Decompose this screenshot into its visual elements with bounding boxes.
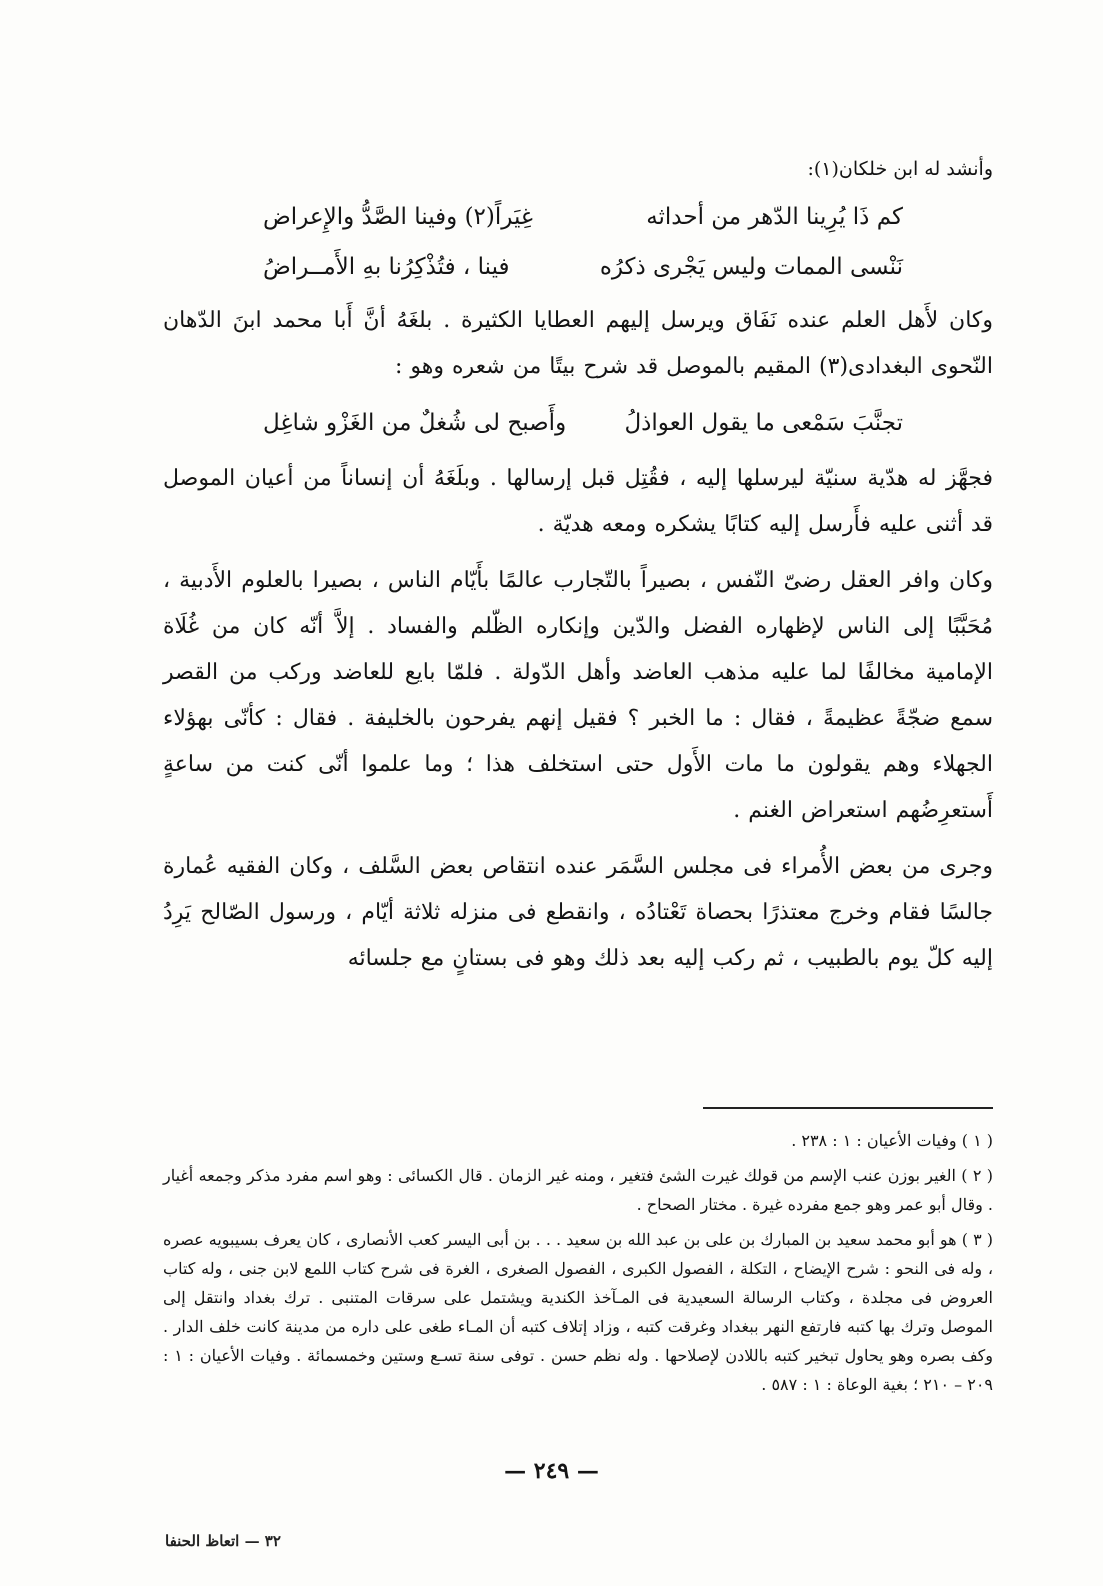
intro-line: وأنشد له ابن خلكان(١): <box>807 158 993 180</box>
main-text <box>163 150 993 992</box>
hemistich-right: تجنَّبَ سَمْعى ما يقول العواذلُ <box>624 410 903 436</box>
page-number: — ٢٤٩ — <box>504 1458 599 1484</box>
footnote-1: ( ١ ) وفيات الأعيان : ١ : ٢٣٨ . <box>791 1131 993 1150</box>
footnote-2: ( ٢ ) الغير بوزن عنب الإسم من قولك غيرت الشئ فتغير ، ومنه غير الزمان . قال الكسائى : وهو اسم مفرد مذكر وجمعه أغيار . وقال أبو عمر وهو جمع مفرده غيرة . مختار الصحاح . <box>163 1166 994 1214</box>
footnote-3: ( ٣ ) هو أبو محمد سعيد بن المبارك بن على بن عبد الله بن سعيد . . . بن أبى اليسر كعب الأنصارى ، كان يعرف بسيبويه عصره ، وله فى النحو : شرح الإيضاح ، التكلة ، الفصول الكبرى ، الفصول الصغرى ، الغرة فى شرح كتاب اللمع لابن جنى ، وله كتاب العروض فى مجلدة ، وكتاب الرسالة السعيدية فى المـآخذ الكندية ويشتمل على سرقات المتنبى . ترك بغداد وانتقل إلى الموصل وترك بها كتبه فارتفع النهر ببغداد وغرقت كتبه ، وزاد إتلاف كتبه أن المـاء طغى على داره من مدينة كانت خلف الدار . وكف بصره وهو يحاول تبخير كتبه باللادن لإصلاحها . وله نظم حسن . توفى سنة تسـع وستين وخمسمائة . وفيات الأعيان : ١ : ٢٠٩ – ٢١٠ ؛ بغية الوعاة : ١ : ٥٨٧ . <box>163 1230 994 1394</box>
hemistich-left: غِيَراً(٢) وفينا الصَّدُّ والإِعراض <box>263 204 533 230</box>
poem-line-2 <box>163 244 993 290</box>
hemistich-right: كم ذَا يُرِينا الدّهر من أحداثه <box>646 204 903 230</box>
paragraph-2: فجهَّز له هدّية سنيّة ليرسلها إليه ، فقُتِل قبل إرسالها . وبلَغَهُ أن إنساناً من أعيان الموصل قد أثنى عليه فأَرسل إليه كتابًا يشكره ومعه هديّة . <box>163 466 993 537</box>
footnotes <box>163 1126 993 1405</box>
hemistich-left: فينا ، فتُذْكِرُنا بهِ الأَمــراضُ <box>263 254 510 280</box>
poem-line-1 <box>163 194 993 240</box>
hemistich-right: نَنْسى الممات وليس يَجْرى ذكرُه <box>599 254 903 280</box>
footnote-divider <box>703 1107 993 1109</box>
paragraph-1: وكان لأَهل العلم عنده نَفَاق ويرسل إليهم العطايا الكثيرة . بلغَهُ أنَّ أَبا محمد ابنَ الدّهان النّحوى البغدادى(٣) المقيم بالموصل قد شرح بيتًا من شعره وهو : <box>163 308 993 379</box>
paragraph-3: وكان وافر العقل رضىّ النّفس ، بصيراً بالتّجارب عالمًا بأَيّام الناس ، بصيرا بالعلوم الأَدبية ، مُحَبَّبًا إلى الناس لإظهاره الفضل والدّين وإنكاره الظّلم والفساد . إلاَّ أنّه كان من غُلَاة الإمامية مخالفًا لما عليه مذهب العاضد وأهل الدّولة . فلمّا بايع للعاضد وركب من القصر سمع ضجّةً عظيمةً ، فقال : ما الخبر ؟ فقيل إنهم يفرحون بالخليفة . فقال : كأنّى بهؤلاء الجهلاء وهم يقولون ما مات الأَول حتى استخلف هذا ؛ وما علموا أنّى كنت من ساعةٍ أَستعرِضُهم استعراض الغنم . <box>163 568 993 823</box>
signature-mark: ٣٢ — اتعاظ الحنفا <box>165 1532 281 1550</box>
hemistich-left: وأَصبح لى شُغلٌ من الغَزْو شاغِل <box>263 410 567 436</box>
poem-line-3 <box>163 400 993 446</box>
paragraph-4: وجرى من بعض الأُمراء فى مجلس السَّمَر عنده انتقاص بعض السَّلف ، وكان الفقيه عُمارة جالسًا فقام وخرج معتذرًا بحصاة تَعْتادُه ، وانقطع فى منزله ثلاثة أيّام ، ورسول الصّالح يَرِدُ إليه كلّ يوم بالطبيب ، ثم ركب إليه بعد ذلك وهو فى بستانٍ مع جلسائه <box>163 854 993 971</box>
